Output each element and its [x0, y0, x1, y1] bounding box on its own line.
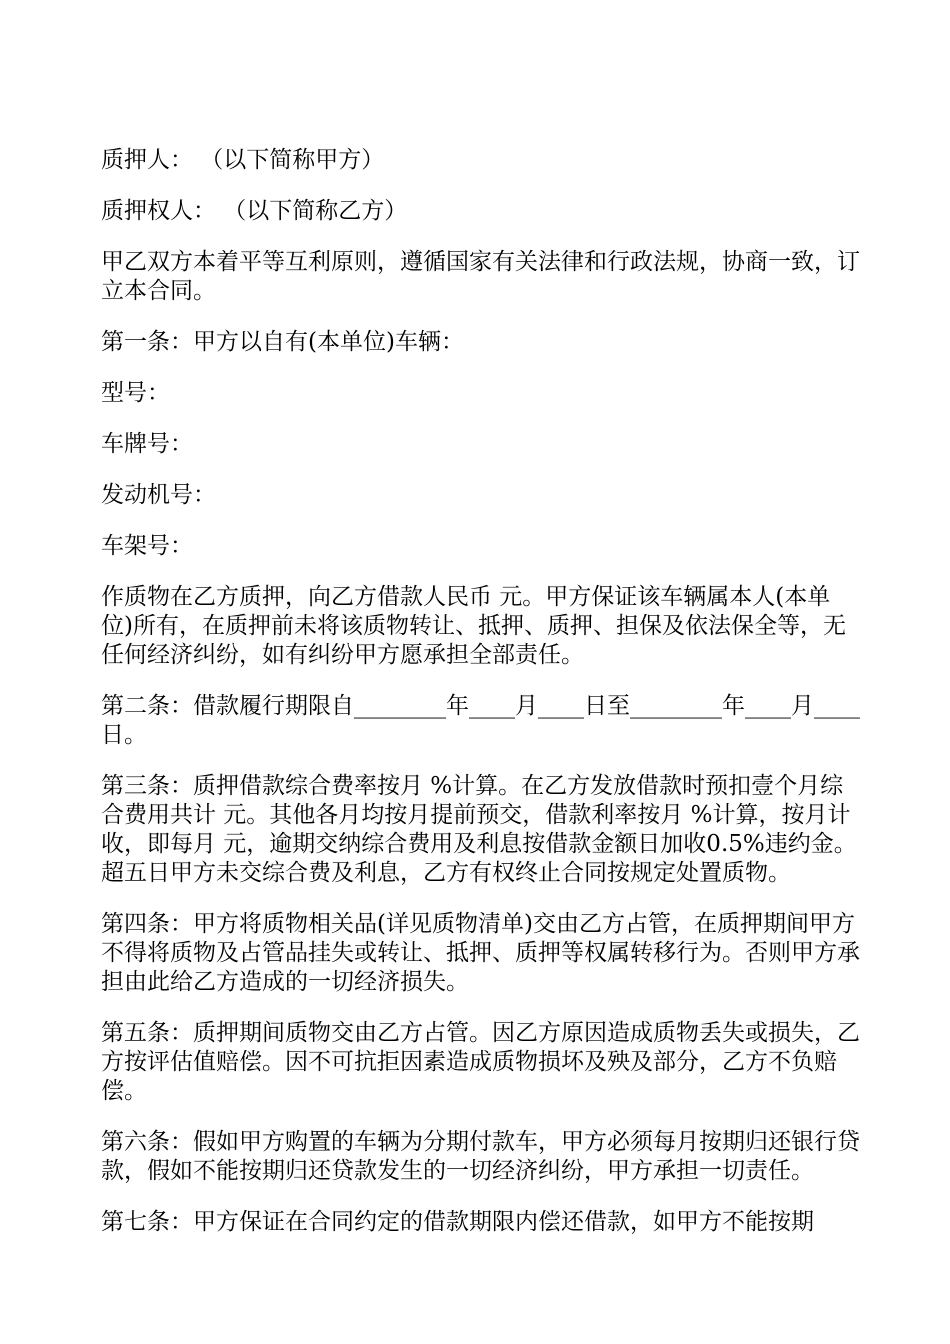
pledgor-line: 质押人： （以下简称甲方） — [101, 147, 385, 173]
article-1-heading: 第一条：甲方以自有(本单位)车辆： — [101, 329, 464, 355]
vehicle-model-line: 型号： — [101, 380, 170, 406]
article-4-paragraph: 第四条：甲方将质物相关品(详见质物清单)交由乙方占管，在质押期间甲方不得将质物及占管品挂失或转让、抵押、质押等权属转移行为。否则甲方承担由此给乙方造成的一切经济损失。 — [101, 911, 860, 995]
preamble-paragraph: 甲乙双方本着平等互利原则，遵循国家有关法律和行政法规，协商一致，订立本合同。 — [101, 249, 860, 304]
article-6-paragraph: 第六条：假如甲方购置的车辆为分期付款车，甲方必须每月按期归还银行贷款，假如不能按期归还贷款发生的一切经济纠纷，甲方承担一切责任。 — [101, 1129, 860, 1184]
article-2-paragraph: 第二条：借款履行期限自________年____月____日至________年____月____日。 — [101, 693, 860, 748]
license-plate-line: 车牌号： — [101, 431, 193, 457]
pledgee-line: 质押权人： （以下简称乙方） — [101, 198, 408, 224]
article-5-paragraph: 第五条：质押期间质物交由乙方占管。因乙方原因造成质物丢失或损失，乙方按评估值赔偿。因不可抗拒因素造成质物损坏及殃及部分，乙方不负赔偿。 — [101, 1020, 860, 1104]
document-body — [101, 146, 861, 1259]
engine-number-line: 发动机号： — [101, 482, 216, 508]
article-7-paragraph: 第七条：甲方保证在合同约定的借款期限内偿还借款，如甲方不能按期 — [101, 1209, 814, 1235]
chassis-number-line: 车架号： — [101, 533, 193, 559]
article-3-paragraph: 第三条：质押借款综合费率按月 %计算。在乙方发放借款时预扣壹个月综合费用共计 元。其他各月均按月提前预交，借款利率按月 %计算，按月计收，即每月 元，逾期交纳综合费用及利息按借款金额日加收0.5%违约金。超五日甲方未交综合费及利息，乙方有权终止合同按规定处置质物。 — [101, 773, 857, 886]
pledge-statement-paragraph: 作质物在乙方质押，向乙方借款人民币 元。甲方保证该车辆属本人(本单位)所有，在质押前未将该质物转让、抵押、质押、担保及依法保全等，无任何经济纠纷，如有纠纷甲方愿承担全部责任。 — [101, 584, 846, 668]
